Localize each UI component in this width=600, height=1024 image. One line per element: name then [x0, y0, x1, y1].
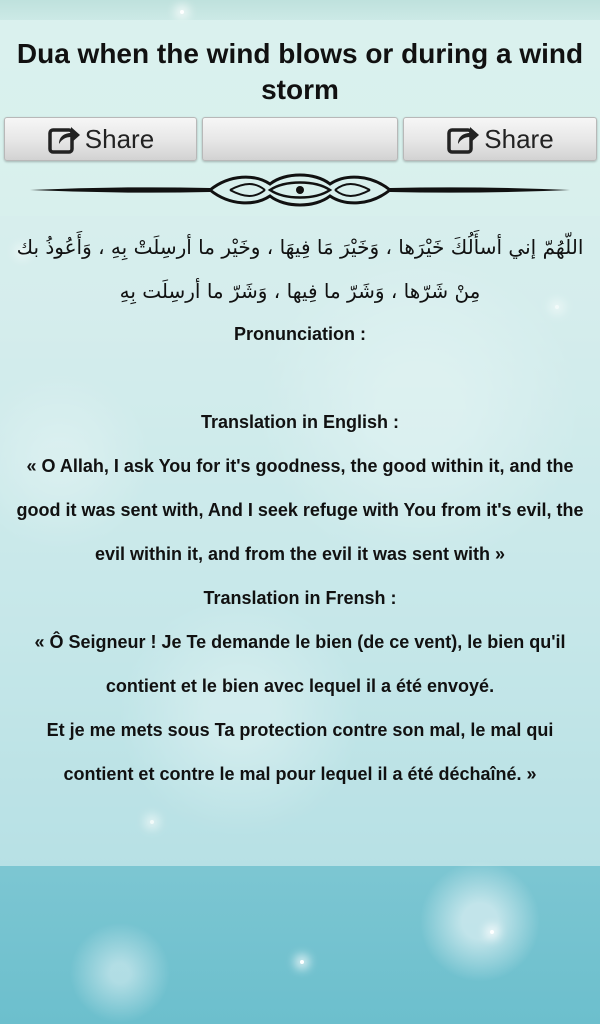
arabic-dua-text: اللّهُمّ إني أسأَلُكَ خَيْرَها ، وَخَيْرَ مَا فِيهَا ، وخَيْر ما أرسِلَتْ بِهِ ، وَأَعُوذُ بك مِنْ شَرّها ، وَشَرّ ما فِيها ، وَشَرّ ما أرسِلَت بِهِ: [16, 235, 584, 303]
share-icon: [47, 122, 81, 156]
page-title: Dua when the wind blows or during a wind storm: [16, 38, 584, 105]
ornament-divider: [30, 168, 570, 212]
middle-button[interactable]: [202, 117, 398, 161]
sparkle-decoration: [180, 10, 184, 14]
translation-french-label: Translation in Frensh :: [203, 588, 397, 608]
share-button-right[interactable]: [403, 117, 597, 161]
share-icon: [446, 122, 480, 156]
share-button-label: Share: [84, 123, 155, 154]
sparkle-decoration: [300, 960, 304, 964]
translation-english-text: « O Allah, I ask You for it's goodness, the good within it, and the good it was sent with, And I seek refuge with You from it's evil, the evil within it, and from the evil it was sent with »: [16, 456, 584, 564]
translation-french-text-1: « Ô Seigneur ! Je Te demande le bien (de ce vent), le bien qu'il contient et le bien avec lequel il a été envoyé.: [34, 632, 566, 696]
pronunciation-label: Pronunciation :: [234, 324, 366, 344]
translation-french-text-2: Et je me mets sous Ta protection contre son mal, le mal qui contient et contre le mal pour lequel il a été déchaîné. »: [46, 720, 554, 784]
share-button-label: Share: [484, 123, 554, 154]
translation-english-label: Translation in English :: [200, 412, 400, 432]
sparkle-decoration: [490, 930, 494, 934]
status-bar-area: [0, 0, 600, 20]
share-button-left[interactable]: [4, 117, 197, 161]
